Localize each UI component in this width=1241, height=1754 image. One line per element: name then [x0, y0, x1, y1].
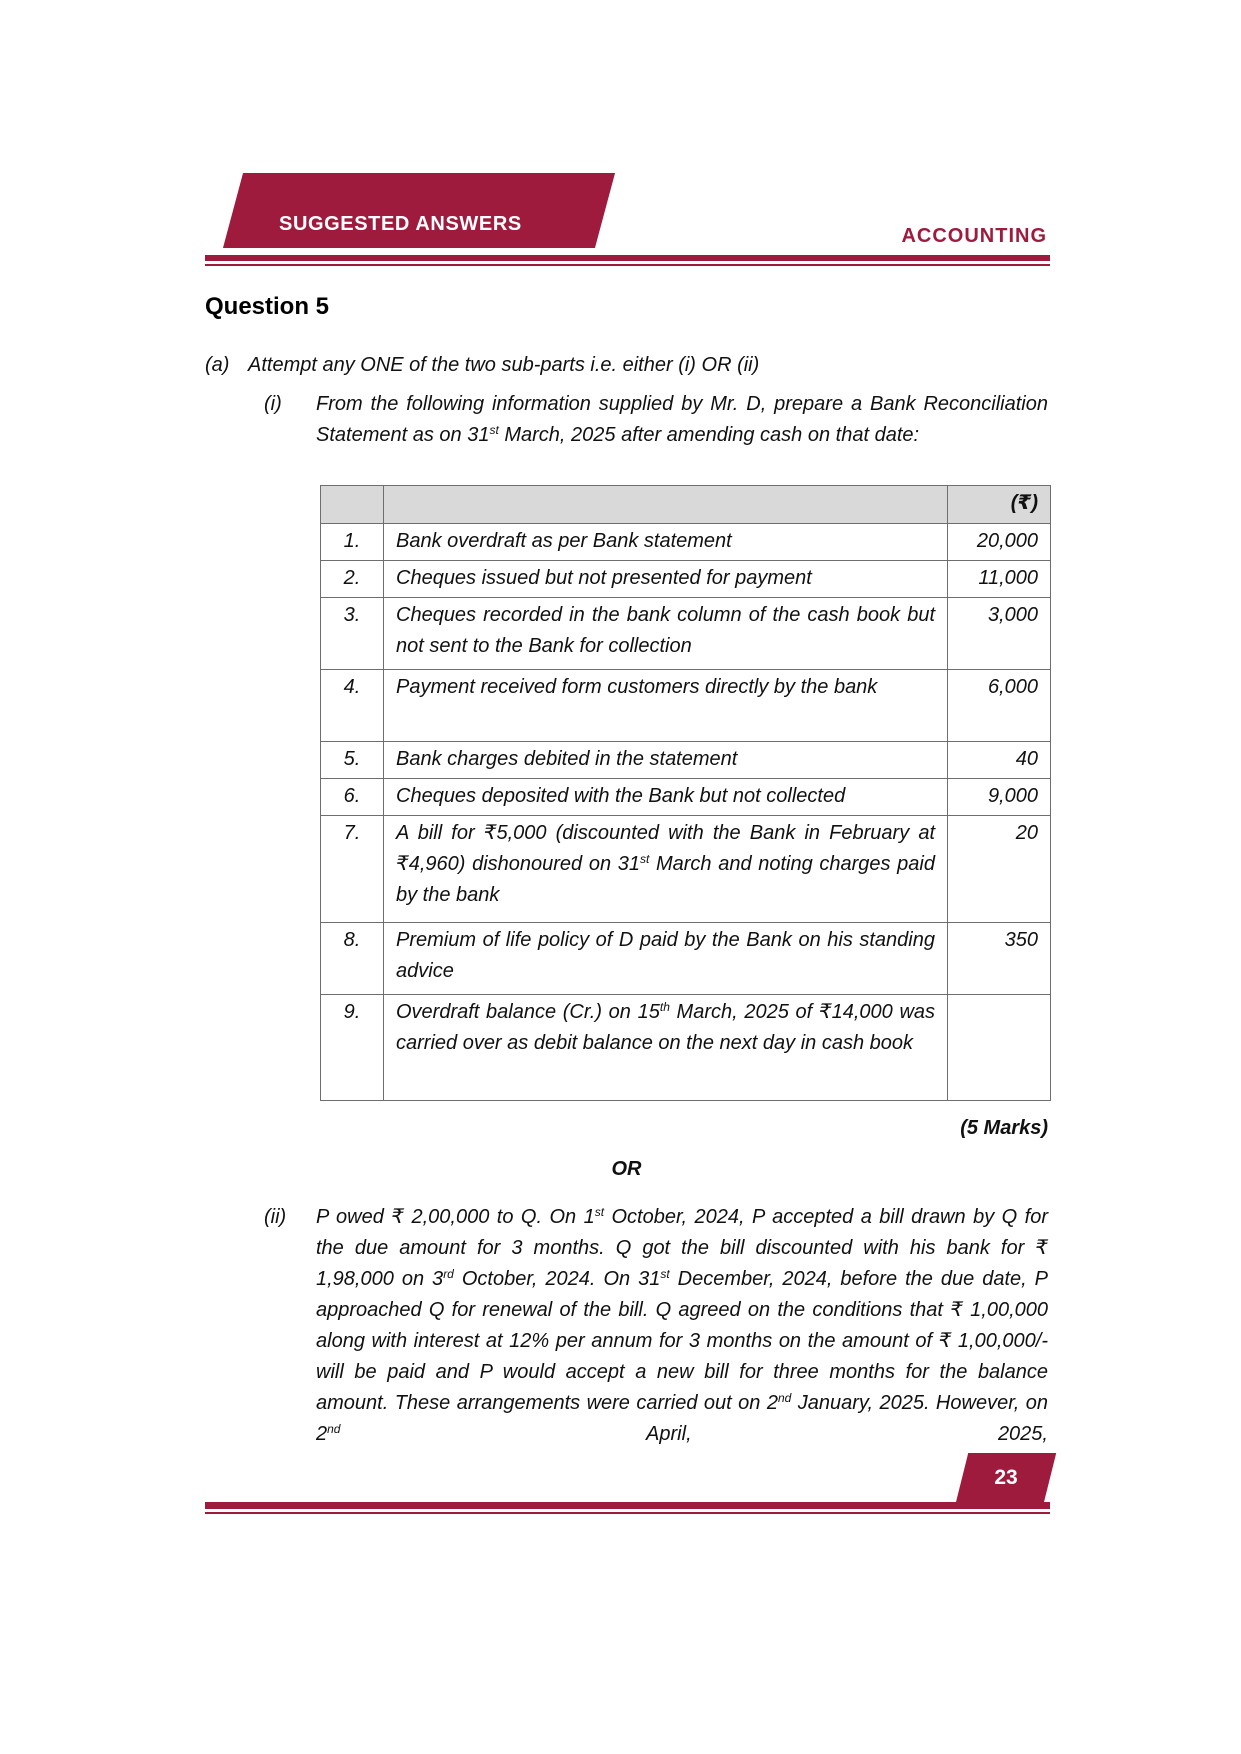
row-number-cell: 6.	[321, 779, 384, 816]
sub-ii-text: P owed ₹ 2,00,000 to Q. On 1st October, 2024, P accepted a bill drawn by Q for the due amount for 3 months. Q got the bill discounted with his bank for ₹ 1,98,000 on 3rd October, 2024. On 31st December, 2024, before the due date, P approached Q for renewal of the bill. Q agreed on the conditions that ₹ 1,00,000 along with interest at 12% per annum for 3 months on the amount of ₹ 1,00,000/- will be paid and P would accept a new bill for three months for the balance amount. These arrangements were carried out on 2nd January, 2025. However, on 2nd April, 2025,	[316, 1205, 1048, 1445]
particulars-cell: A bill for ₹5,000 (discounted with the Bank in February at ₹4,960) dishonoured on 31st March and noting charges paid by the bank	[384, 816, 948, 923]
table-row	[321, 561, 1051, 598]
particulars-cell: Premium of life policy of D paid by the Bank on his standing advice	[384, 923, 948, 995]
page-number-tab	[956, 1453, 1056, 1503]
row-number-cell: 4.	[321, 670, 384, 742]
table-row	[321, 923, 1051, 995]
part-a-text: Attempt any ONE of the two sub-parts i.e. either (i) OR (ii)	[248, 354, 760, 376]
row-number-cell: 9.	[321, 995, 384, 1101]
amount-cell: 350	[948, 923, 1051, 995]
amount-cell	[948, 995, 1051, 1101]
amount-cell: 6,000	[948, 670, 1051, 742]
footer-rule-thick	[205, 1502, 1050, 1509]
particulars-cell: Bank charges debited in the statement	[384, 742, 948, 779]
part-a-label: (a)	[205, 354, 230, 376]
particulars-cell: Cheques issued but not presented for payment	[384, 561, 948, 598]
table-row	[321, 742, 1051, 779]
marks-note: (5 Marks)	[960, 1117, 1048, 1139]
question-title: Question 5	[205, 293, 330, 320]
table-row	[321, 524, 1051, 561]
header-banner	[223, 173, 615, 248]
sub-part-ii	[264, 1202, 1048, 1450]
header-particulars-cell	[384, 486, 948, 524]
particulars-cell: Overdraft balance (Cr.) on 15th March, 2025 of ₹14,000 was carried over as debit balance on the next day in cash book	[384, 995, 948, 1101]
banner-label: SUGGESTED ANSWERS	[279, 213, 522, 235]
header-sno-cell	[321, 486, 384, 524]
table-header-row	[321, 486, 1051, 524]
table-row	[321, 779, 1051, 816]
sub-i-label: (i)	[264, 393, 282, 415]
subject-label: ACCOUNTING	[901, 225, 1047, 247]
particulars-cell: Payment received form customers directly by the bank	[384, 670, 948, 742]
row-number-cell: 5.	[321, 742, 384, 779]
brs-table	[320, 485, 1051, 1101]
header-rule-thin	[205, 264, 1050, 266]
amount-cell: 20,000	[948, 524, 1051, 561]
row-number-cell: 8.	[321, 923, 384, 995]
table-row	[321, 598, 1051, 670]
particulars-cell: Cheques deposited with the Bank but not collected	[384, 779, 948, 816]
amount-cell: 11,000	[948, 561, 1051, 598]
sub-part-i	[264, 389, 1048, 451]
sub-i-text: From the following information supplied by Mr. D, prepare a Bank Reconciliation Statement as on 31st March, 2025 after amending cash on that date:	[316, 393, 1048, 446]
table-row	[321, 995, 1051, 1101]
table-row	[321, 816, 1051, 923]
footer-rule-thin	[205, 1512, 1050, 1514]
part-a-line	[205, 350, 1048, 381]
amount-cell: 3,000	[948, 598, 1051, 670]
amount-cell: 9,000	[948, 779, 1051, 816]
particulars-cell: Bank overdraft as per Bank statement	[384, 524, 948, 561]
row-number-cell: 3.	[321, 598, 384, 670]
amount-cell: 40	[948, 742, 1051, 779]
table-row	[321, 670, 1051, 742]
or-separator: OR	[611, 1158, 642, 1180]
row-number-cell: 7.	[321, 816, 384, 923]
row-number-cell: 2.	[321, 561, 384, 598]
row-number-cell: 1.	[321, 524, 384, 561]
sub-ii-label: (ii)	[264, 1206, 287, 1228]
header-rule-thick	[205, 255, 1050, 261]
amount-cell: 20	[948, 816, 1051, 923]
page-number: 23	[994, 1466, 1018, 1489]
particulars-cell: Cheques recorded in the bank column of the cash book but not sent to the Bank for collection	[384, 598, 948, 670]
header-amount-cell: (₹)	[948, 486, 1051, 524]
